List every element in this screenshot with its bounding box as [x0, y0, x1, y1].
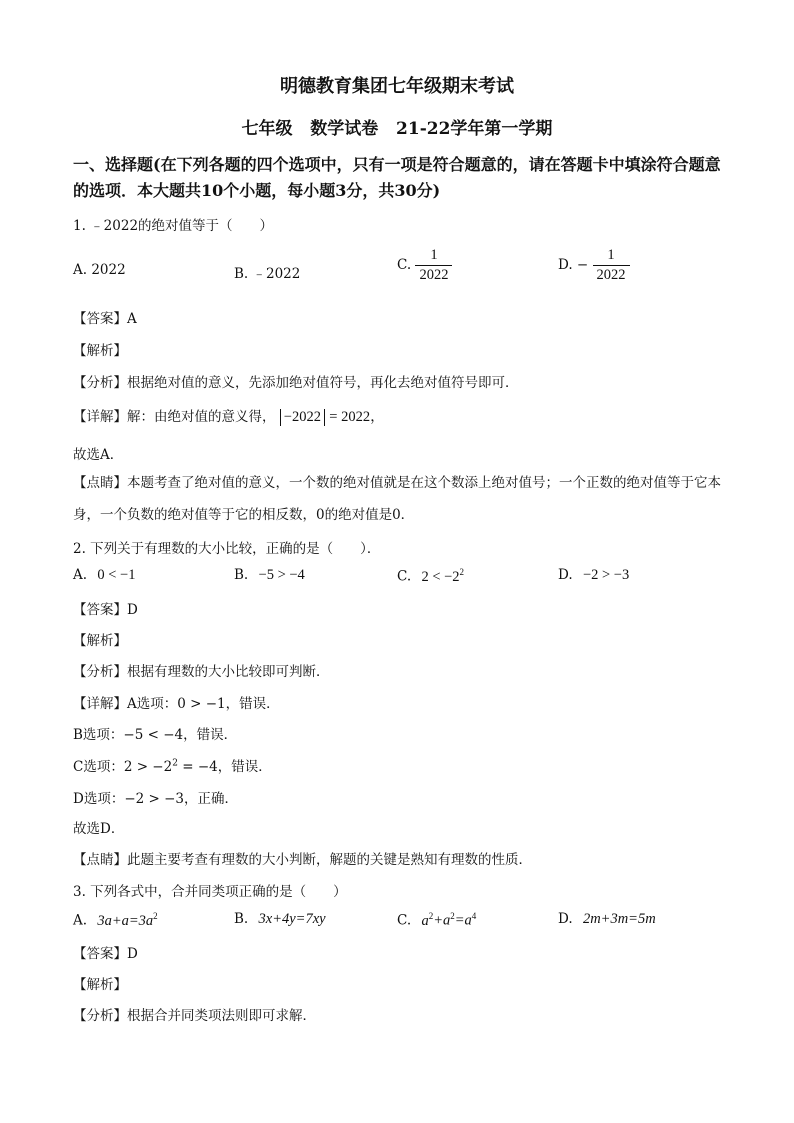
q1-detail-prefix: 【详解】解：由绝对值的意义得，	[73, 409, 276, 425]
q3-option-a-text: 3a+a=3a	[97, 912, 154, 929]
q2-choose: 故选D．	[73, 821, 125, 837]
q2-option-c-exponent: 2	[459, 567, 465, 577]
q2-option-a-label: A.	[73, 567, 88, 583]
question-1-stem: 1. ﹣2022的绝对值等于（ ）	[73, 218, 274, 234]
page-subtitle: 七年级 数学试卷 21-22学年第一学期	[241, 119, 553, 139]
q2-detail-b: B选项：−5 < −4，错误．	[73, 727, 238, 743]
q2-detail-c-exponent: 2	[172, 758, 178, 769]
q1-option-c	[397, 247, 452, 284]
fraction-denominator: 2022	[415, 265, 452, 284]
q1-option-c-label: C.	[397, 257, 412, 273]
q3-option-c-exp2: 2	[450, 911, 455, 921]
q1-choose: 故选A．	[73, 447, 124, 463]
fraction-numerator: 1	[607, 247, 615, 263]
q2-option-a	[73, 567, 135, 584]
q3-option-b-text: 3x+4y=7xy	[258, 911, 326, 927]
q1-option-c-fraction	[415, 247, 452, 284]
q3-option-c-exp3: 4	[471, 911, 477, 921]
q2-detail-a: 【详解】A选项：0 > −1，错误．	[73, 696, 280, 712]
q3-option-d-label: D.	[558, 911, 573, 927]
q2-option-d-text: −2 > −3	[582, 567, 630, 583]
q1-analysis: 【分析】根据绝对值的意义，先添加绝对值符号，再化去绝对值符号即可．	[73, 375, 519, 391]
q2-option-d-label: D.	[558, 567, 573, 583]
q3-option-c-label: C.	[397, 912, 412, 929]
q2-detail-d: D选项：−2 > −3，正确．	[73, 791, 239, 807]
q1-option-d	[558, 247, 630, 284]
q3-option-a	[73, 911, 158, 930]
absolute-value-expression: −2022	[280, 409, 325, 426]
q3-option-b-label: B.	[234, 911, 249, 927]
q1-detail	[73, 405, 385, 426]
q2-option-c-label: C.	[397, 568, 412, 585]
fraction-denominator: 2022	[593, 265, 630, 284]
q3-option-b	[234, 911, 326, 928]
page-title: 明德教育集团七年级期末考试	[280, 76, 514, 97]
q2-analysis: 【分析】根据有理数的大小比较即可判断．	[73, 664, 330, 680]
q3-option-c	[397, 911, 476, 930]
q3-option-c-term1: a	[421, 912, 429, 929]
q3-option-d-text: 2m+3m=5m	[582, 911, 656, 927]
q3-option-d	[558, 911, 656, 928]
q2-option-a-text: 0 < −1	[97, 567, 136, 583]
q2-option-c	[397, 567, 464, 586]
q1-option-d-label: D. −	[558, 257, 589, 273]
q3-jiexi: 【解析】	[73, 977, 127, 993]
q2-comment: 【点睛】此题主要考查有理数的大小判断，解题的关键是熟知有理数的性质．	[73, 852, 532, 868]
q3-analysis: 【分析】根据合并同类项法则即可求解．	[73, 1008, 316, 1024]
q3-answer: 【答案】D	[73, 946, 138, 962]
q3-option-a-label: A.	[73, 912, 88, 929]
q2-option-b	[234, 567, 305, 584]
q3-option-c-exp1: 2	[428, 911, 434, 921]
q2-answer: 【答案】D	[73, 602, 138, 618]
q1-jiexi: 【解析】	[73, 343, 127, 359]
fraction-numerator: 1	[430, 247, 438, 263]
q1-option-a: A. 2022	[73, 262, 126, 278]
q2-option-b-text: −5 > −4	[258, 567, 305, 583]
q2-option-d	[558, 567, 629, 584]
q1-option-b: B. ﹣2022	[234, 266, 301, 282]
q3-option-c-term2: +a	[433, 912, 451, 929]
q1-detail-result: = 2022，	[329, 409, 385, 425]
q2-jiexi: 【解析】	[73, 633, 127, 649]
q2-option-c-text: 2 < −2	[421, 568, 460, 585]
q2-detail-c-prefix: C选项：2 > −2	[73, 759, 173, 775]
q1-comment: 【点睛】本题考查了绝对值的意义，一个数的绝对值就是在这个数添上绝对值号；一个正数的绝对值等于它本身，一个负数的绝对值等于它的相反数，0的绝对值是0．	[73, 475, 721, 523]
q2-detail-c-suffix: = −4，错误．	[177, 759, 272, 775]
q2-detail-c	[73, 755, 272, 775]
q3-option-c-term3: =a	[454, 912, 472, 929]
q1-option-d-fraction	[593, 247, 630, 284]
q3-option-a-exponent: 2	[153, 911, 158, 921]
question-2-stem: 2. 下列关于有理数的大小比较，正确的是（ ）．	[73, 541, 381, 557]
question-3-stem: 3. 下列各式中，合并同类项正确的是（ ）	[73, 884, 347, 900]
q1-answer: 【答案】A	[73, 311, 137, 327]
q2-option-b-label: B.	[234, 567, 249, 583]
section-heading: 一、选择题(在下列各题的四个选项中，只有一项是符合题意的，请在答题卡中填涂符合题意的选项．本大题共10个小题，每小题3分，共30分)	[73, 155, 721, 200]
